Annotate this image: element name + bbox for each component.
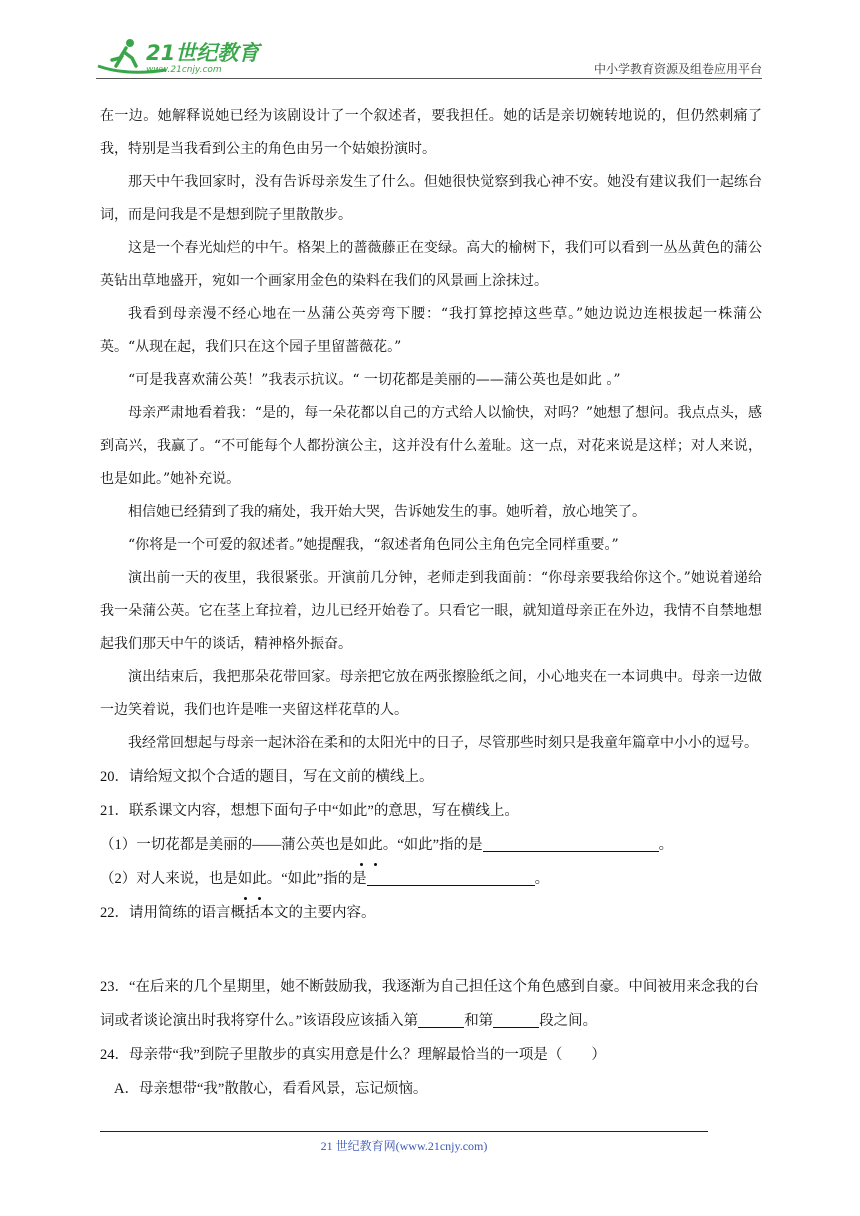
story-paragraph: 演出前一天的夜里，我很紧张。开演前几分钟，老师走到我面前：“你母亲要我给你这个。”她说着递给我一朵蒲公英。它在茎上耷拉着，边儿已经开始卷了。只看它一眼，就知道母亲正在外边，我情不自禁地想起我们那天中午的谈话，精神格外振奋。 — [100, 570, 762, 652]
emphasis-char: 此 — [368, 828, 383, 862]
page-content — [100, 100, 762, 1106]
emphasis-char: 如 — [238, 862, 253, 896]
footer-text: 21 世纪教育网(www.21cnjy.com) — [320, 1139, 488, 1153]
story-paragraph: 在一边。她解释说她已经为该剧设计了一个叙述者，要我担任。她的话是亲切婉转地说的，但仍然刺痛了我，特别是当我看到公主的角色由另一个姑娘扮演时。 — [100, 108, 762, 157]
story-paragraph: 相信她已经猜到了我的痛处，我开始大哭，告诉她发生的事。她听着，放心地笑了。 — [128, 504, 646, 520]
question-21: 21．联系课文内容，想想下面句子中“如此”的意思，写在横线上。 — [100, 803, 519, 819]
footer-divider — [100, 1131, 708, 1132]
page-header — [96, 36, 762, 82]
story-paragraph: 我看到母亲漫不经心地在一丛蒲公英旁弯下腰：“我打算挖掉这些草。”她边说边连根拔起一株蒲公英。“从现在起，我们只在这个园子里留蔷薇花。” — [100, 306, 762, 355]
logo-21cnjy — [96, 36, 266, 76]
answer-blank[interactable] — [367, 869, 535, 886]
svg-text:21世纪教育: 21世纪教育 — [146, 41, 260, 65]
answer-blank[interactable] — [493, 1011, 539, 1028]
header-divider — [96, 78, 762, 79]
option-a[interactable]: A．母亲想带“我”散散心，看看风景，忘记烦恼。 — [114, 1081, 428, 1097]
emphasis-char: 如 — [354, 828, 369, 862]
question-24: 24．母亲带“我”到院子里散步的真实用意是什么？理解最恰当的一项是（ ） — [100, 1047, 606, 1063]
question-21-2: （2）对人来说，也是如此。“如此”指的是 。 — [100, 862, 762, 896]
story-paragraph: “可是我喜欢蒲公英！”我表示抗议。“ 一切花都是美丽的——蒲公英也是如此 。” — [128, 372, 621, 388]
platform-name: 中小学教育资源及组卷应用平台 — [593, 62, 762, 76]
question-23: 23．“在后来的几个星期里，她不断鼓励我，我逐渐为自己担任这个角色感到自豪。中间被用来念我的台词或者谈论演出时我将穿什么。”该语段应该插入第 和第 段之间。 — [100, 979, 759, 1029]
answer-blank[interactable] — [418, 1011, 464, 1028]
story-paragraph: 我经常回想起与母亲一起沐浴在柔和的太阳光中的日子，尽管那些时刻只是我童年篇章中小小的逗号。 — [128, 735, 758, 751]
question-21-1: （1）一切花都是美丽的——蒲公英也是如此。“如此”指的是 。 — [100, 828, 762, 862]
story-paragraph: “你将是一个可爱的叙述者。”她提醒我，“叙述者角色同公主角色完全同样重要。” — [128, 537, 619, 553]
question-22: 22．请用简练的语言概括本文的主要内容。 — [100, 905, 376, 921]
svg-text:www.21cnjy.com: www.21cnjy.com — [146, 65, 222, 75]
answer-blank[interactable] — [483, 835, 659, 852]
story-paragraph: 那天中午我回家时，没有告诉母亲发生了什么。但她很快觉察到我心神不安。她没有建议我们一起练台词，而是问我是不是想到院子里散散步。 — [100, 174, 762, 223]
question-20: 20．请给短文拟个合适的题目，写在文前的横线上。 — [100, 769, 434, 785]
answer-space[interactable] — [100, 930, 762, 970]
story-paragraph: 母亲严肃地看着我：“是的，每一朵花都以自己的方式给人以愉快，对吗？”她想了想问。我点点头，感到高兴，我赢了。“不可能每个人都扮演公主，这并没有什么羞耻。这一点，对花来说是这样；对人来说，也是如此。”她补充说。 — [100, 405, 762, 487]
story-paragraph: 演出结束后，我把那朵花带回家。母亲把它放在两张擦脸纸之间，小心地夹在一本词典中。母亲一边做一边笑着说，我们也许是唯一夹留这样花草的人。 — [100, 669, 762, 718]
emphasis-char: 此 — [252, 862, 267, 896]
story-paragraph: 这是一个春光灿烂的中午。格架上的蔷薇藤正在变绿。高大的榆树下，我们可以看到一丛丛黄色的蒲公英钻出草地盛开，宛如一个画家用金色的染料在我们的风景画上涂抹过。 — [100, 240, 762, 289]
